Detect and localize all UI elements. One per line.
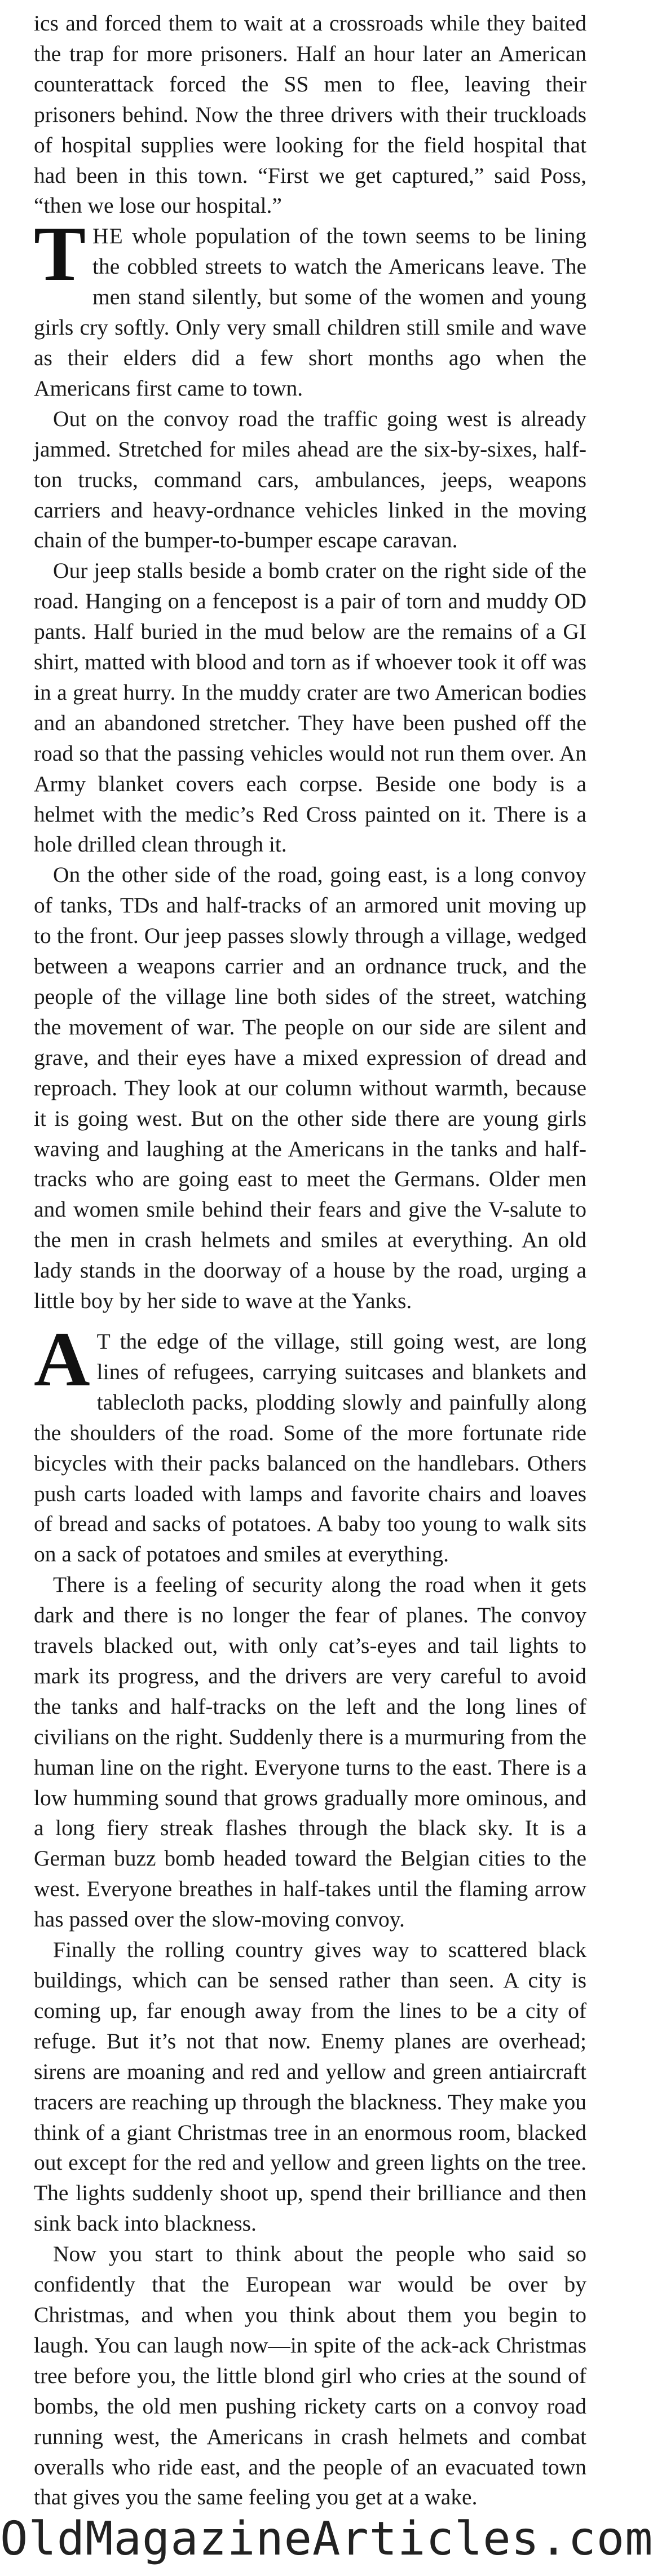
site-watermark: OldMagazineArticles.com — [0, 2512, 653, 2566]
paragraph-6 — [34, 1315, 586, 1570]
paragraph-5: On the other side of the road, going east, is a long convoy of tanks, TDs and half-tracks of an armored unit moving up to the front. Our jeep passes slowly through a village, wedged between a weapons carrier and an ordnance truck, and the people of the village line both sides of the street, watching the movement of war. The people on our side are silent and grave, and their eyes have a mixed expression of dread and reproach. They look at our column without warmth, because it is going west. But on the other side there are young girls waving and laughing at the Americans in the tanks and half-tracks who are going east to meet the Germans. Older men and women smile behind their fears and give the V-salute to the men in crash helmets and smiles at everything. An old lady stands in the doorway of a house by the road, urging a little boy by her side to wave at the Yanks. — [34, 862, 586, 1314]
paragraph-8: Finally the rolling country gives way to scattered black buildings, which can be sensed rather than seen. A city is coming up, far enough away from the lines to be a city of refuge. But it’s not that now. Enemy planes are overhead; sirens are moaning and red and yellow and green antiaircraft tracers are reaching up through the blackness. They make you think of a giant Christmas tree in an enormous room, blacked out except for the red and yellow and green lights on the tree. The lights suddenly shoot up, spend their brilliance and then sink back into blackness. — [34, 1937, 586, 2236]
paragraph-3: Out on the convoy road the traffic going west is already jammed. Stretched for miles ahead are the six-by-sixes, half-ton trucks, command cars, ambulances, jeeps, weapons carriers and heavy-ordnance vehicles linked in the moving chain of the bumper-to-bumper escape caravan. — [34, 406, 586, 553]
paragraph-4: Our jeep stalls beside a bomb crater on the right side of the road. Hanging on a fencepost is a pair of torn and muddy OD pants. Half buried in the mud below are the remains of a GI shirt, matted with blood and torn as if whoever took it off was in a great hurry. In the muddy crater are two American bodies and an abandoned stretcher. They have been pushed off the road so that the passing vehicles would not run them over. An Army blanket covers each corpse. Beside one body is a helmet with the medic’s Red Cross painted on it. There is a hole drilled clean through it. — [34, 558, 586, 857]
paragraph-2 — [34, 210, 586, 403]
paragraph-2-text: whole population of the town seems to be lining the cobbled streets to watch the Americans leave. The men stand silently, but some of the women and young girls cry softly. Only very small children still smile and wave as their elders did a few short months ago when the Americans first came to town. — [34, 223, 586, 401]
article-column — [34, 8, 586, 2510]
drop-cap: A — [34, 1315, 90, 1402]
paragraph-6-text: T the edge of the village, still going west, are long lines of refugees, carrying suitcases and blankets and tablecloth packs, plodding slowly and painfully along the shoulders of the road. Some of the more fortunate ride bicycles with their packs balanced on the handlebars. Others push carts loaded with lamps and favorite chairs and loaves of bread and sacks of potatoes. A baby too young to walk sits on a sack of potatoes and smiles at everything. — [34, 1328, 586, 1567]
drop-cap: T — [34, 210, 86, 297]
paragraph-9: Now you start to think about the people who said so confidently that the European war would be over by Christmas, and when you think about them you begin to laugh. You can laugh now—in spite of the ack-ack Christmas tree before you, the little blond girl who cries at the sound of bombs, the old men pushing rickety carts on a convoy road running west, the Americans in crash helmets and combat overalls who ride east, and the people of an evacuated town that gives you the same feeling you get at a wake. — [34, 2241, 586, 2510]
paragraph-7: There is a feeling of security along the road when it gets dark and there is no longer the fear of planes. The convoy travels blacked out, with only cat’s-eyes and tail lights to mark its progress, and the drivers are very careful to avoid the tanks and half-tracks on the left and the long lines of civilians on the right. Suddenly there is a murmuring from the human line on the right. Everyone turns to the east. There is a low humming sound that grows gradually more ominous, and a long fiery streak flashes through the black sky. It is a German buzz bomb headed toward the Belgian cities to the west. Everyone breathes in half-takes until the flaming arrow has passed over the slow-moving convoy. — [34, 1572, 586, 1932]
lead-word: HE — [92, 223, 123, 249]
paragraph-1: ics and forced them to wait at a crossroads while they baited the trap for more prisoners. Half an hour later an American counterattack forced the SS men to flee, leaving their prisoners behind. Now the three drivers with their truckloads of hospital supplies were looking for the field hospital that had been in this town. “First we get captured,” said Poss, “then we lose our hospital.” — [34, 11, 586, 218]
